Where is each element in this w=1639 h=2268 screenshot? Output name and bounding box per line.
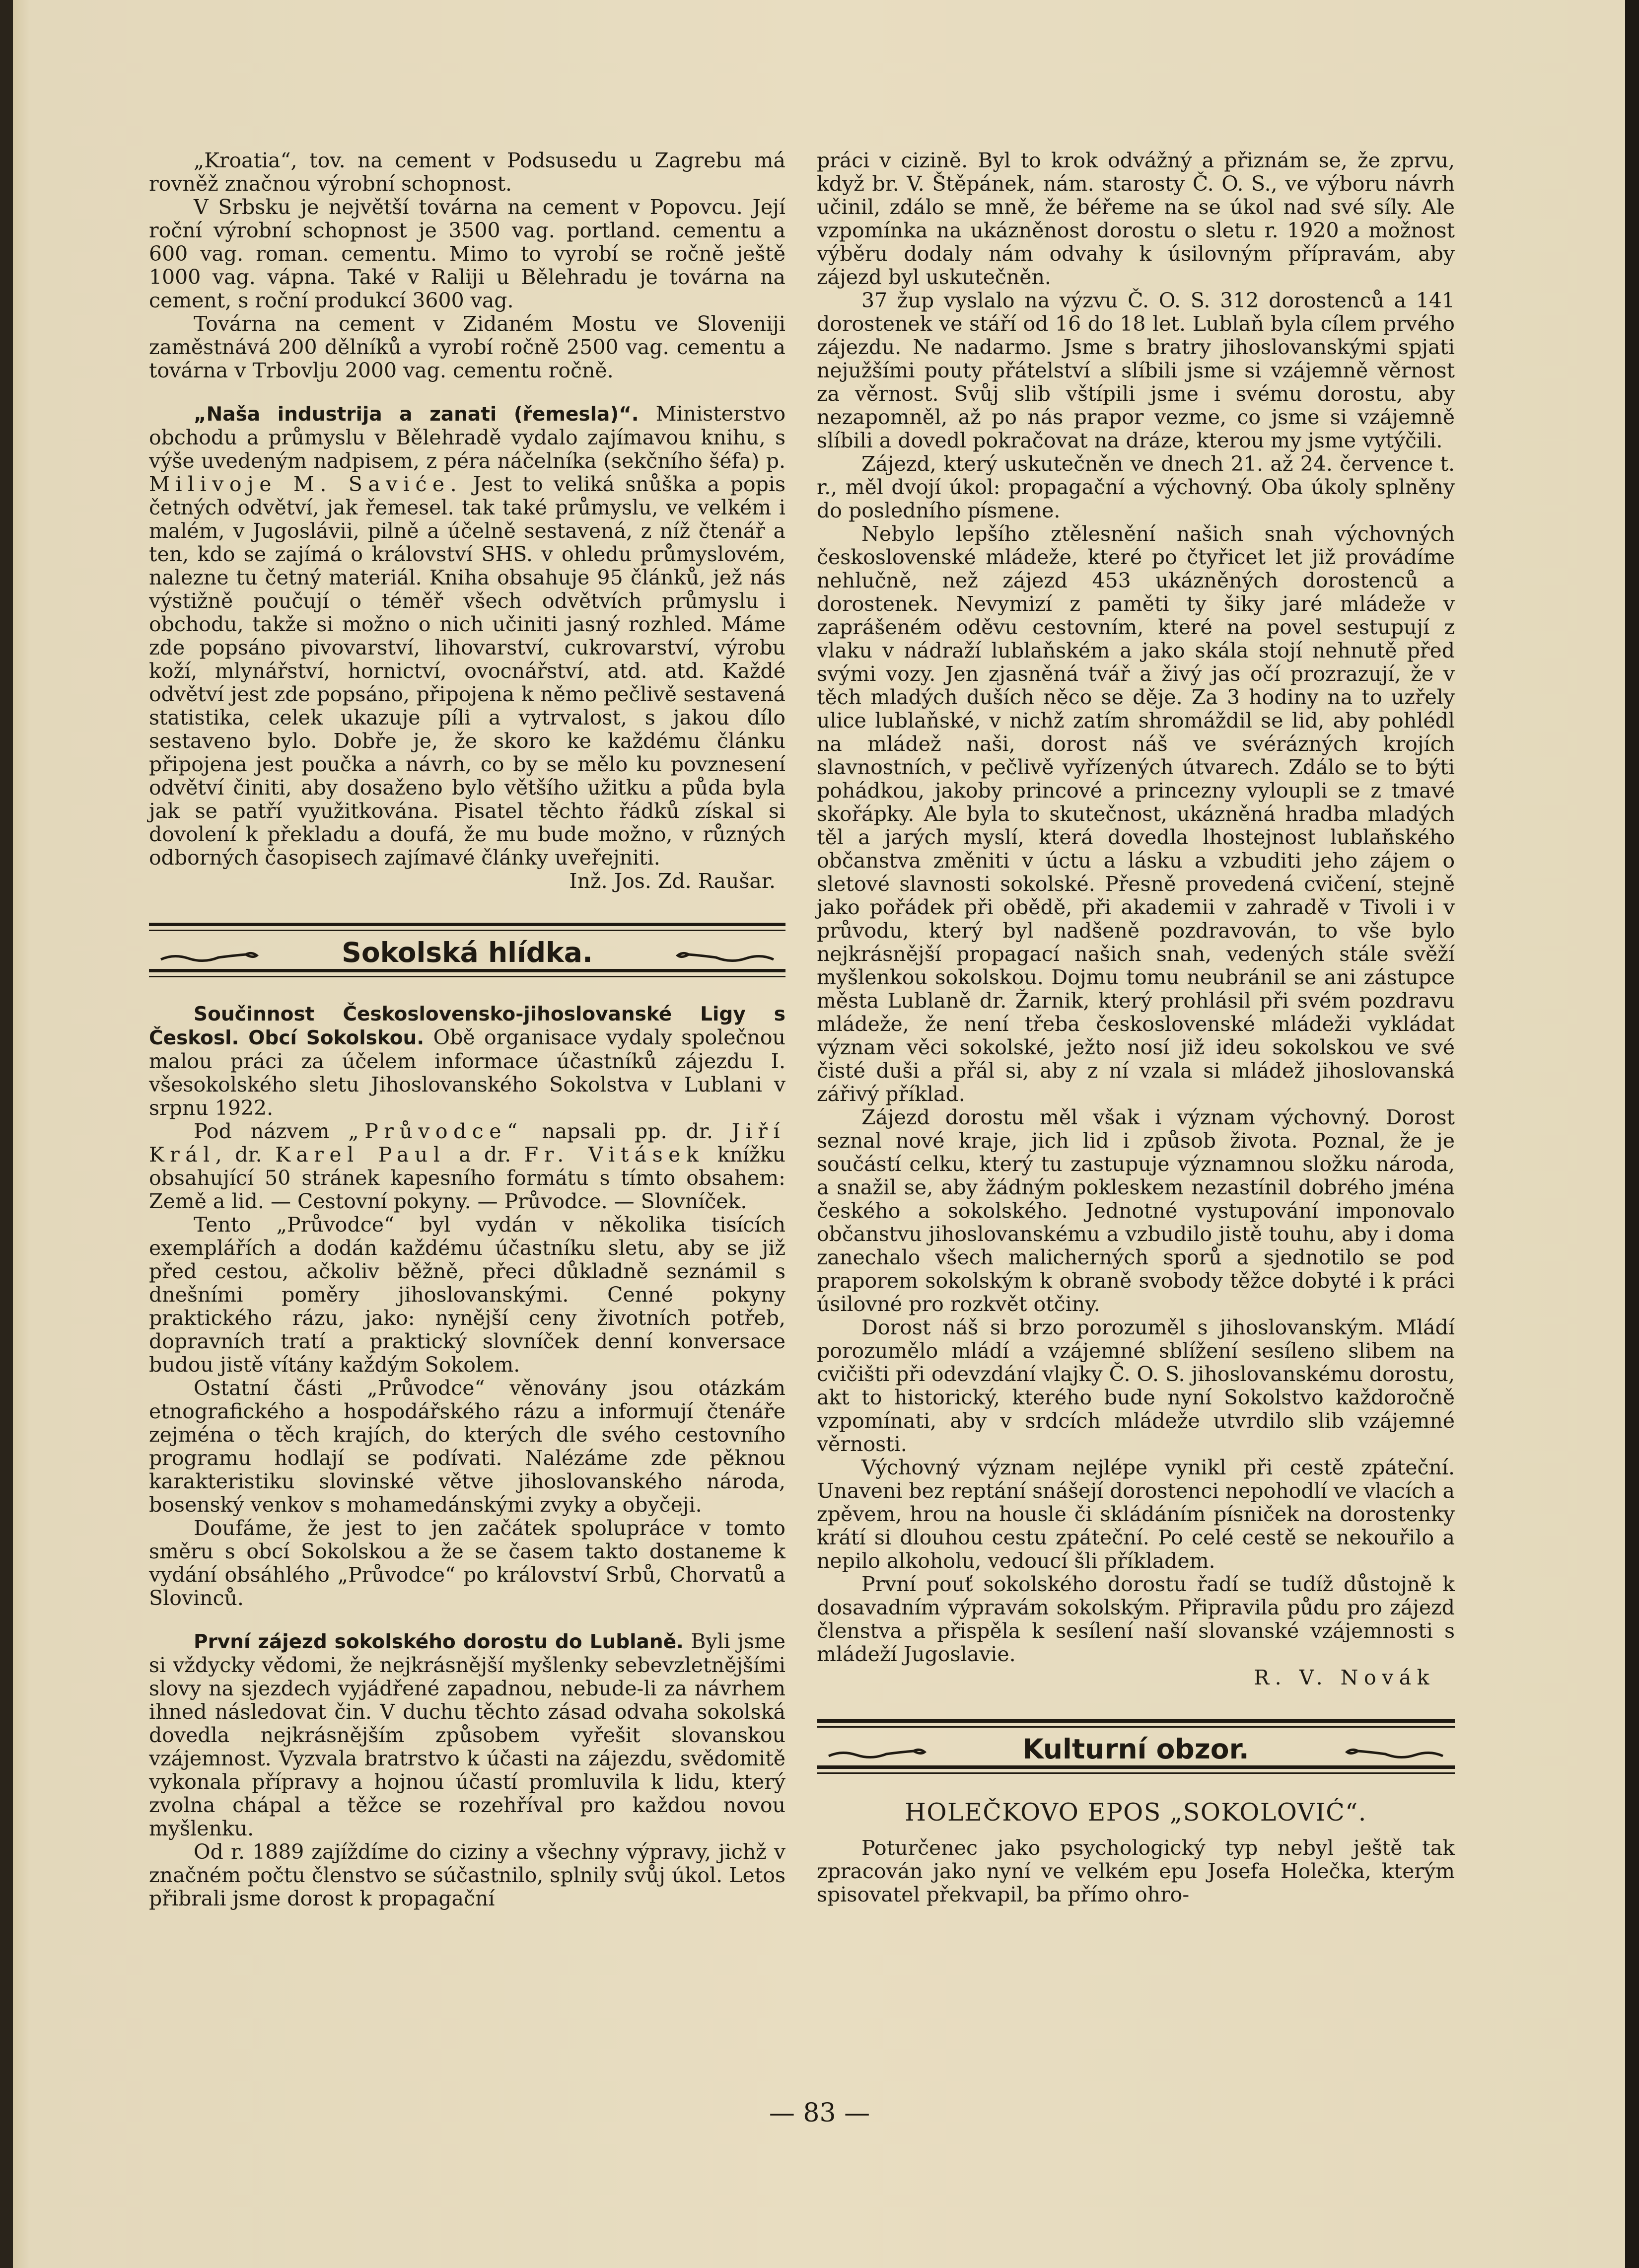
article-industrija: „Naša industrija a zanati (řemesla)“. Ministerstvo obchodu a průmyslu v Bělehradě vydalo zajímavou knihu, s výše uvedeným nadpisem, z péra náčelníka (sekčního šéfa) p. Milivoje M. Saviće. Jest to veliká snůška a popis četných odvětví, jak řemesel. tak také průmyslu, ve velkém i malém, v Jugoslávii, pilně a účelně sestavená, z níž čtenář a ten, kdo se zajímá o království SHS. v ohledu průmyslovém, nalezne tu četný materiál. Kniha obsahuje 95 článků, jež nás výstižně poučují o téměř všech odvětvích průmyslu i obchodu, takže si možno o nich učiniti jasný rozhled. Máme zde popsáno pivovarství, lihovarství, cukrovarství, výrobu koží, mlynářství, hornictví, ovocnářství, atd. atd. Každé odvětví jest zde popsáno, připojena k němo pečlivě sestavená statistika, celek ukazuje píli a vytrvalost, s jakou dílo sestaveno bylo. Dobře je, že skoro ke každému článku připojena jest poučka a návrh, co by se mělo ku povznesení odvětví činiti, aby dosaženo bylo většího užitku a půda byla jak se patří využitkována. Pisatel těchto řádků získal si dovolení k překladu a doufá, že mu bude možno, v různých odborných časopisech zajímavé články uveřejniti. (149, 402, 786, 870)
section-title: Kulturní obzor. (1022, 1733, 1249, 1765)
paragraph: Doufáme, že jest to jen začátek spolupráce v tomto směru s obcí Sokolskou a že se časem takto dostaneme k vydání obsáhlého „Průvodce“ po království Srbů, Chorvatů a Slovinců. (149, 1516, 785, 1610)
paragraph: Tento „Průvodce“ byl vydán v několika tisících exemplářích a dodán každému účastníku sletu, aby se již před cestou, ačkoliv běžně, přeci důkladně seznámil s dnešními poměry jihoslovanskými. Cenné pokyny praktického rázu, jako: nynější ceny životních potřeb, dopravních tratí a praktický slovníček denní konversace budou jistě vítány každým Sokolem. (149, 1213, 785, 1377)
paragraph: Ostatní části „Průvodce“ věnovány jsou otázkám etnografického a hospodářského rázu a informují čtenáře zejména o těch krajích, do kterých dle svého cestovního programu hodlají se podívati. Nalézáme zde pěknou karakteristiku slovinské větve jihoslovanského národa, bosenský venkov s mohamedánskými zvyky a obyčeji. (149, 1376, 785, 1517)
paragraph: Zájezd dorostu měl však i význam výchovný. Dorost seznal nové kraje, jich lid i způsob života. Poznal, že je součástí celku, který tu zastupuje významnou složku národa, a snažil se, aby žádným pokleskem nezastínil dobrého jména českého a sokolského. Jednotné vystupování imponovalo občanstvu jihoslovanskému a vzbudilo jistě touhu, aby i doma zanechalo všech malicherných sporů a sjednotilo se pod praporem sokolským k obraně svobody těžce dobyté i k práci úsilovné pro rozkvět otčiny. (817, 1105, 1455, 1316)
page-number: — 83 — (769, 2098, 870, 2128)
paragraph: Zájezd, který uskutečněn ve dnech 21. až 24. července t. r., měl dvojí úkol: propagační a výchovný. Oba úkoly splněny do posledního písmene. (817, 452, 1455, 522)
paragraph: Poturčenec jako psychologický typ nebyl ještě tak zpracován jako nyní ve velkém epu Josefa Holečka, kterým spisovatel překvapil, ba přímo ohro- (817, 1836, 1455, 1906)
article-heading: „Naša industrija a zanati (řemesla)“. (194, 403, 639, 426)
paragraph: Továrna na cement v Zidaném Mostu ve Sloveniji zaměstnává 200 dělníků a vyrobí ročně 2500 vag. cementu a továrna v Trbovlju 2000 vag. cementu ročně. (149, 312, 785, 382)
article-subheading: HOLEČKOVO EPOS „SOKOLOVIĆ“. (905, 1798, 1367, 1827)
paragraph: V Srbsku je největší továrna na cement v Popovcu. Její roční výrobní schopnost je 3500 vag. portland. cementu a 600 vag. roman. cementu. Mimo to vyrobí se ročně ještě 1000 vag. vápna. Také v Raliji u Bělehradu je továrna na cement, s roční produkcí 3600 vag. (149, 195, 785, 312)
paragraph: Od r. 1889 zajíždíme do ciziny a všechny výpravy, jichž v značném počtu členstvo se súčastnilo, splnily svůj úkol. Letos přibrali jsme dorost k propagační (149, 1840, 785, 1910)
ornament-right-icon (671, 945, 776, 958)
paragraph: Výchovný význam nejlépe vynikl při cestě zpáteční. Unaveni bez reptání snášejí dorostenci nepohodlí ve vlacích a zpěvem, hrou na housle či skládáním písniček na dorostenky krátí si dlouhou cestu zpáteční. Po celé cestě se nekouřilo a nepilo alkoholu, vedoucí šli příkladem. (817, 1456, 1455, 1573)
ornament-right-icon (1341, 1742, 1445, 1755)
paragraph: První pouť sokolského dorostu řadí se tudíž důstojně k dosavadním výpravám sokolským. Připravila půdu pro zájezd členstva a přispěla k sesílení naší slovanské vzájemnosti s mládeží Jugoslavie. (817, 1572, 1455, 1666)
signature: Inž. Jos. Zd. Raušar. (569, 869, 776, 893)
paragraph: Dorost náš si brzo porozuměl s jihoslovanským. Mládí porozumělo mládí a vzájemné sblížení sesíleno slibem na cvičišti při odevzdání vlajky Č. O. S. jihoslovanskému dorostu, akt to historický, kterého bude nyní Sokolstvo každoročně vzpomínati, aby v srdcích mládeže utvrdilo slib vzájemné věrnosti. (817, 1316, 1455, 1456)
left-column (149, 149, 785, 1910)
section-header-kulturni (817, 1719, 1455, 1774)
author-name: Milivoje M. Saviće. (149, 472, 463, 496)
book-spine (0, 0, 13, 2268)
right-column (817, 149, 1455, 1906)
paragraph: 37 žup vyslalo na výzvu Č. O. S. 312 dorostenců a 141 dorostenek ve stáří od 16 do 18 let. Lublaň byla cílem prvého zájezdu. Ne nadarmo. Jsme s bratry jihoslovanskými spjati nejužšími pouty přátelství a slíbili jsme si vzájemně věrnost za věrnost. Svůj slib vštípili jsme i svému dorostu, aby nezapomněl, až po nás prapor vezme, co jsme si vzájemně slíbili a dovedl pokračovat na dráze, kterou my jsme vytýčili. (817, 289, 1455, 452)
paragraph: Pod názvem „Průvodce“ napsali pp. dr. Jiří Král, dr. Karel Paul a dr. Fr. Vitásek knížku obsahující 50 stránek kapesního formátu s tímto obsahem: Země a lid. — Cestovní pokyny. — Průvodce. — Slovníček. (149, 1119, 786, 1213)
section-title: Sokolská hlídka. (342, 937, 593, 968)
article-heading: První zájezd sokolského dorostu do Lublaně. (194, 1631, 684, 1653)
paragraph: práci v cizině. Byl to krok odvážný a přiznám se, že zprvu, když br. V. Štěpánek, nám. starosty Č. O. S., ve výboru návrh učinil, zdálo se mně, že béřeme na se úkol nad své síly. Ale vzpomínka na ukázněnost dorostu o sletu r. 1920 a možnost výběru dodaly nám odvahy k úsilovným přípravám, aby zájezd byl uskutečněn. (817, 148, 1455, 289)
article-zajezd: První zájezd sokolského dorostu do Lublaně. Byli jsme si vždycky vědomi, že nejkrásnější myšlenky sebevzletnějšími slovy na sjezdech vyjádřené zapadnou, nebude-li za návrhem ihned následovat čin. V duchu těchto zásad odvaha sokolská dovedla nejkrásnějším způsobem vyřešit slovanskou vzájemnost. Vyzvala bratrstvo k účasti na zájezdu, svědomitě vykonala přípravy a hojnou účastí promluvila k lidu, který zvolna chápal a těžce se rozehříval pro každou novou myšlenku. (149, 1629, 785, 1840)
section-header-sokolska (149, 923, 785, 977)
article-heading: Součinnost Československo-jihoslovanské Ligy s Českosl. Obcí Sokolskou. (149, 1003, 785, 1049)
signature: R. V. Novák (1254, 1666, 1435, 1689)
article-soucinnost: Součinnost Československo-jihoslovanské Ligy s Českosl. Obcí Sokolskou. Obě organisace vydaly společnou malou práci za účelem informace účastníků zájezdu I. všesokolského sletu Jihoslovanského Sokolstva v Lublani v srpnu 1922. (149, 1003, 785, 1120)
paragraph: Nebylo lepšího ztělesnění našich snah výchovných československé mládeže, které po čtyřicet let již provádíme nehlučně, než zájezd 453 ukázněných dorostenců a dorostenek. Nevymizí z paměti ty šiky jaré mládeže v zaprášeném oděvu cestovním, které na povel sestupují z vlaku v nádraží lublaňském a jako skála stojí nehnutě před svými vozy. Jen zjasněná tvář a živý jas očí prozrazují, že v těch mladých duších něco se děje. Za 3 hodiny na to uzřely ulice lublaňské, v nichž zatím shromáždil se lid, aby pohlédl na mládež naši, dorost náš ve svérázných krojích slavnostních, v pečlivě vyřízených útvarech. Zdálo se to býti pohádkou, jakoby princové a princezny vyloupli se z tmavé skořápky. Ale byla to skutečnost, ukázněná hradba mladých těl a jarých myslí, která dovedla lhostejnost lublaňského občanstva změniti v úctu a lásku a vzbuditi jeho zájem o sletové slavnosti sokolské. Přesně provedená cvičení, stejně jako pořádek při obědě, při akademii v zahradě v Tivoli i v průvodu, který byl nadšeně pozdravován, to vše bylo nejkrásnější propagací našich snah, vedených stále svěží myšlenkou sokolskou. Dojmu tomu neubránil se ani zástupce města Lublaně dr. Žarnik, který prohlásil při svém pozdravu mládeže, že není třeba československé mládeži vykládat význam věci sokolské, ježto nosí již ideu sokolskou ve své čisté duši a přál si, aby z ní vzala si mládež jihoslovanská zářivý příklad. (817, 522, 1455, 1106)
paragraph: „Kroatia“, tov. na cement v Podsusedu u Zagrebu má rovněž značnou výrobní schopnost. (149, 148, 785, 196)
page-edge (1625, 0, 1639, 2268)
